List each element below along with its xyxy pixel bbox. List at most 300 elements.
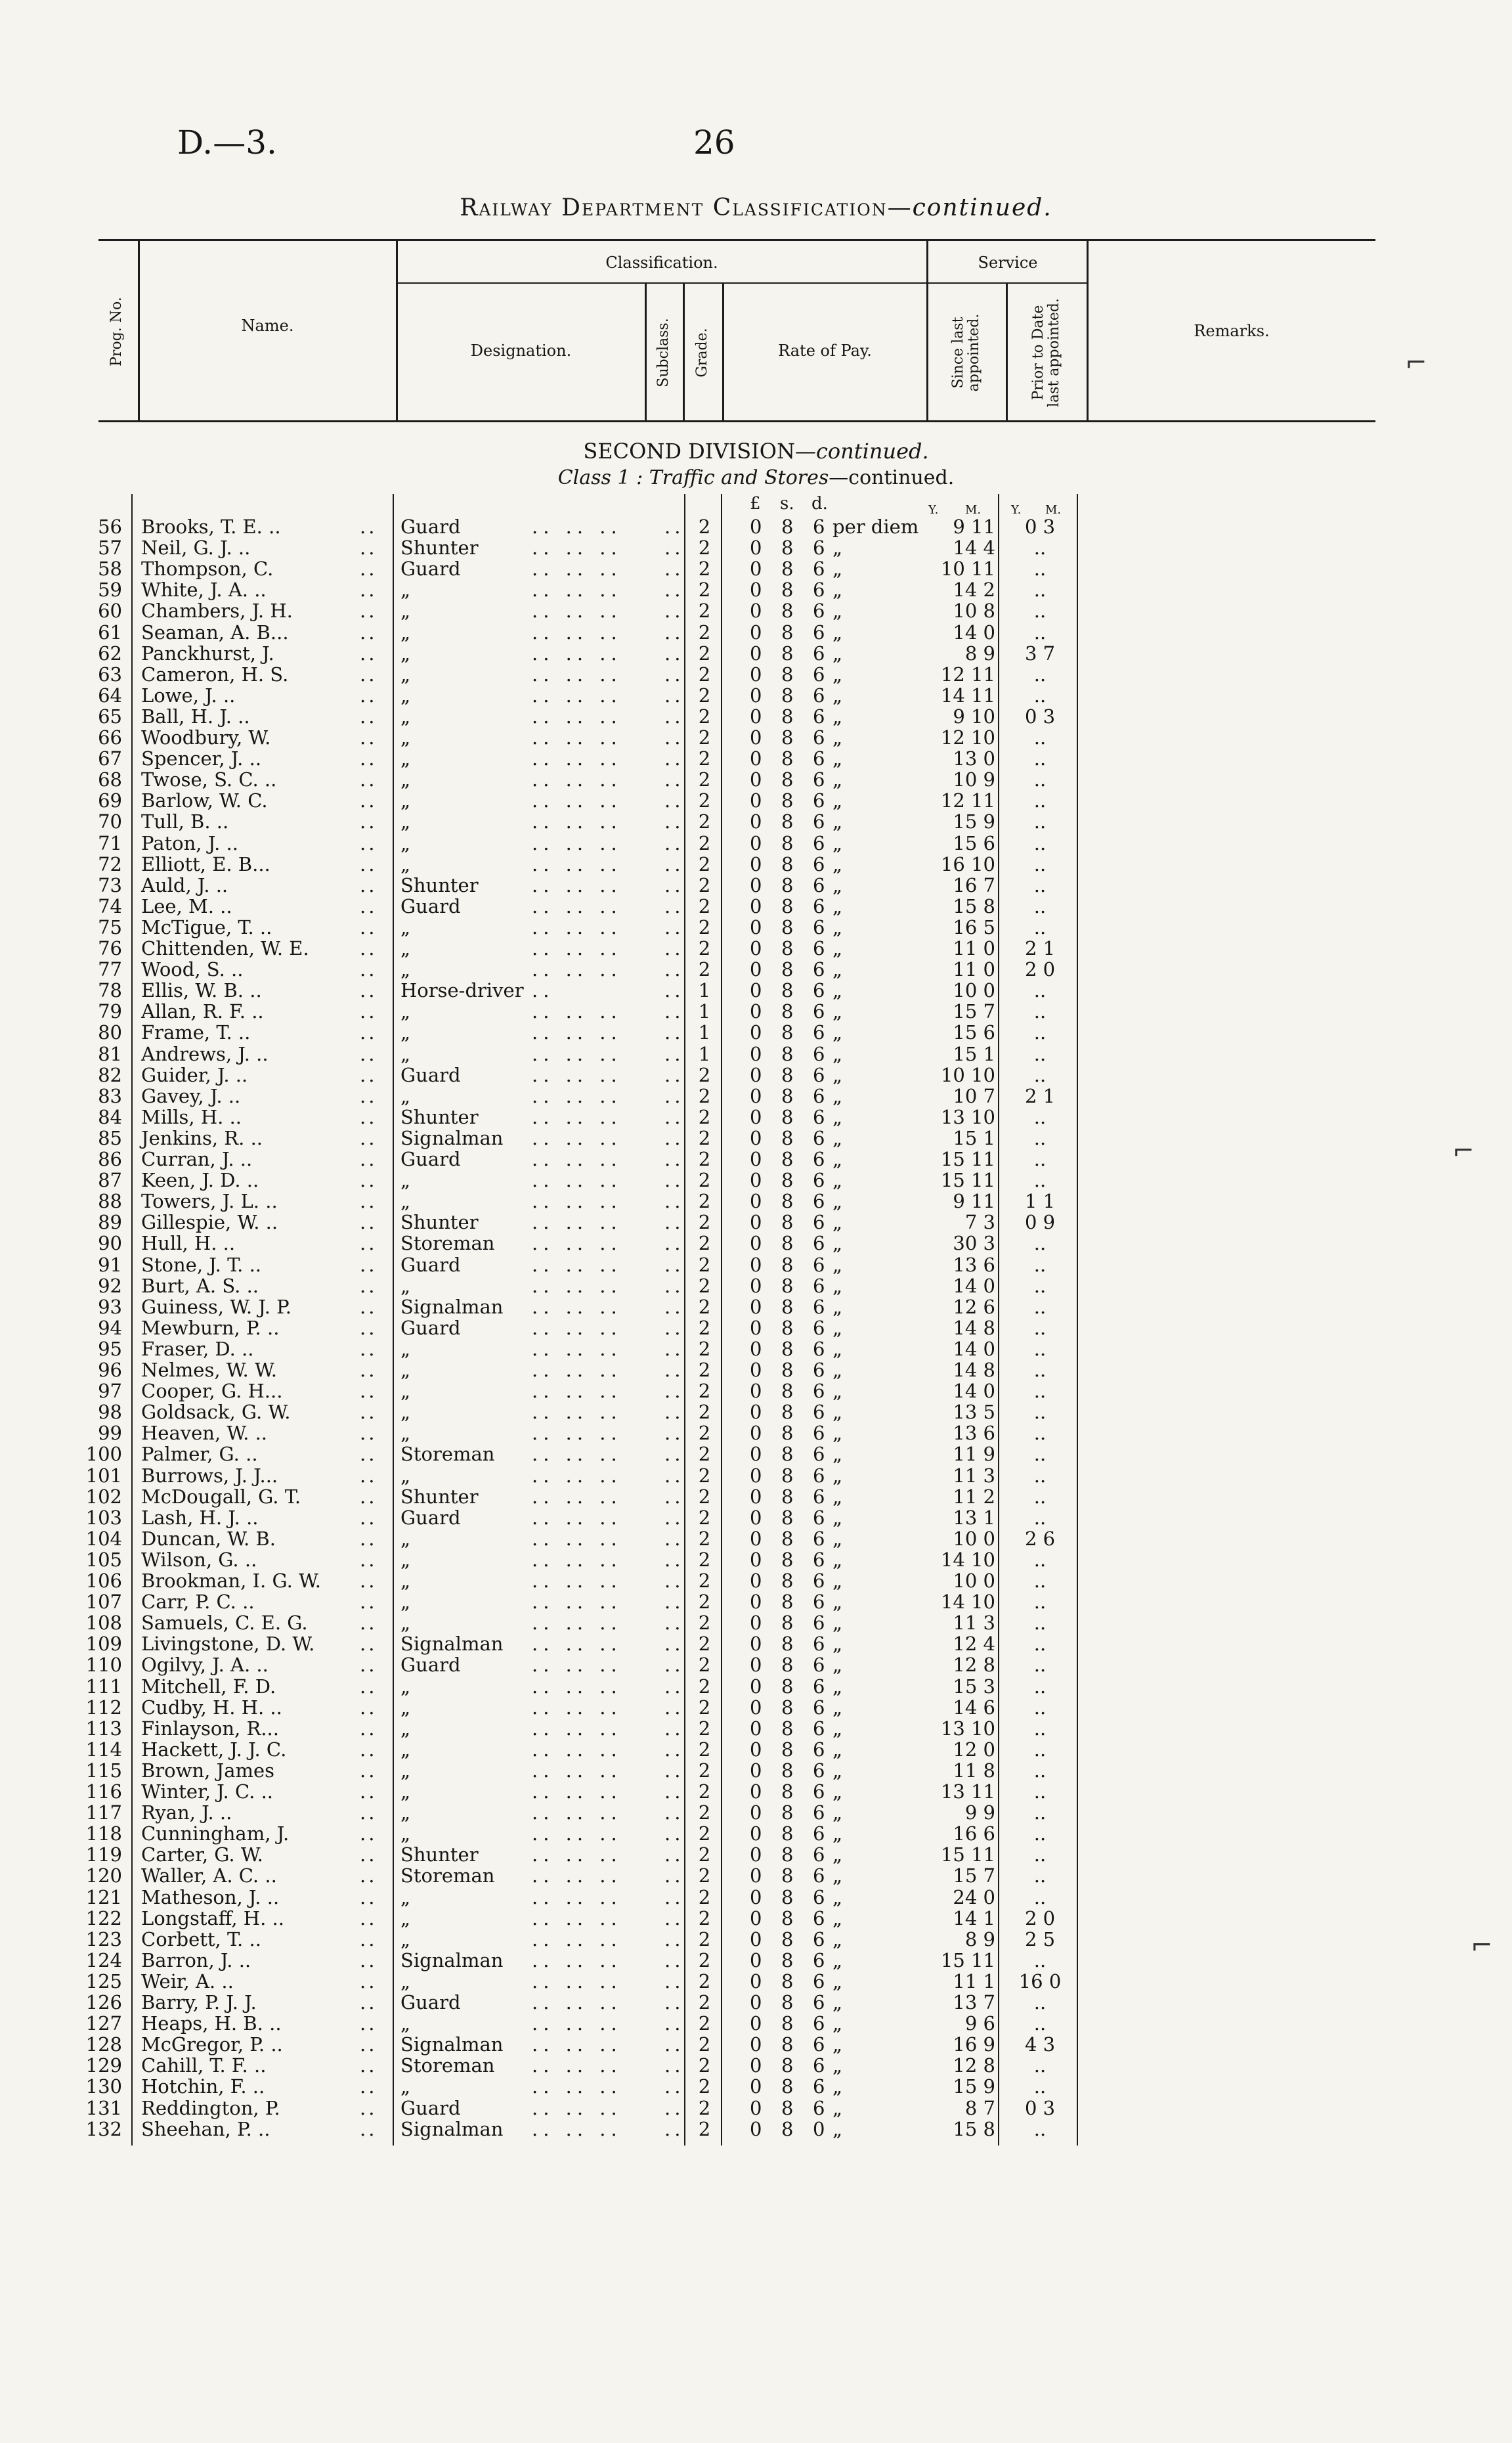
subclass: .. [664,1211,685,1234]
prog-no: 81 [98,1042,122,1065]
pay-period: per diem [832,516,919,538]
employee-name: Reddington, P. [141,2096,280,2119]
service-since: 15 11 [940,1148,995,1170]
pay-shillings: 8 [781,1359,794,1381]
grade: 2 [698,1970,711,1992]
grade: 2 [698,1654,711,1677]
designation: Shunter [400,1105,479,1128]
grade: 2 [698,1570,711,1592]
grade: 2 [698,1717,711,1740]
pay-period: „ [832,726,843,749]
employee-name: Keen, J. D. .. [141,1169,259,1192]
pay-period: „ [832,2117,843,2140]
pay-pounds: 0 [750,1084,762,1107]
employee-name: Barron, J. .. [141,1948,251,1971]
grade: 2 [698,958,711,981]
grade: 2 [698,1464,711,1487]
service-since: 16 7 [953,873,995,896]
leader-dots: .. .. .. [532,1105,622,1128]
pay-pounds: 0 [750,1485,762,1508]
grade: 2 [698,1696,711,1719]
employee-name: Frame, T. .. [141,1021,251,1044]
leader-dots: .. [360,1359,378,1381]
employee-name: Palmer, G. .. [141,1443,258,1466]
service-prior: .. [1033,1148,1047,1170]
employee-name: Spencer, J. .. [141,747,262,770]
service-prior: .. [1033,1401,1047,1424]
unit-pence: d. [811,494,828,514]
service-prior: .. [1033,1633,1047,1656]
designation: „ [400,958,411,981]
prog-no: 111 [85,1675,122,1698]
leader-dots: .. .. .. [532,1464,622,1487]
prog-no: 77 [98,958,122,981]
grade: 2 [698,663,711,686]
pay-pence: 6 [813,1822,825,1845]
subclass: .. [664,1948,685,1971]
prog-no: 124 [85,1948,122,1971]
pay-pence: 6 [813,915,825,938]
service-since: 15 11 [940,1169,995,1192]
service-prior: .. [1033,558,1047,581]
table-row [0,1443,1512,1464]
leader-dots: .. .. .. [532,579,622,602]
pay-pence: 6 [813,537,825,560]
pay-pence: 6 [813,1675,825,1698]
grade: 2 [698,516,711,538]
subclass: .. [664,1169,685,1192]
pay-shillings: 8 [781,852,794,875]
pay-pence: 6 [813,2096,825,2119]
service-since: 13 11 [940,1780,995,1803]
table-row [0,2098,1512,2119]
table-row [0,1149,1512,1170]
subclass: .. [664,958,685,981]
designation: „ [400,600,411,623]
pay-shillings: 8 [781,1443,794,1466]
prog-no: 123 [85,1927,122,1950]
grade: 2 [698,1485,711,1508]
pay-period: „ [832,642,843,665]
designation: Guard [400,558,461,581]
leader-dots: .. [360,684,378,707]
pay-pounds: 0 [750,1780,762,1803]
employee-name: Cahill, T. F. .. [141,2054,267,2077]
pay-pence: 6 [813,958,825,981]
employee-name: Samuels, C. E. G. [141,1612,308,1635]
service-prior: .. [1033,1042,1047,1065]
table-row [0,917,1512,938]
service-prior: 3 7 [1024,642,1056,665]
subclass: .. [664,1126,685,1149]
subclass: .. [664,1822,685,1845]
leader-dots: .. [360,789,378,812]
pay-shillings: 8 [781,958,794,981]
pay-pence: 6 [813,1422,825,1445]
service-since: 24 0 [953,1885,995,1908]
designation: „ [400,831,411,854]
pay-pence: 6 [813,726,825,749]
pay-pence: 6 [813,1485,825,1508]
pay-period: „ [832,1169,843,1192]
leader-dots: .. [360,1401,378,1424]
employee-name: Goldsack, G. W. [141,1401,291,1424]
leader-dots: .. [360,894,378,917]
prog-no: 127 [85,2012,122,2035]
designation: Guard [400,1148,461,1170]
leader-dots: .. .. .. [532,1253,622,1276]
prog-no: 100 [85,1443,122,1466]
pay-period: „ [832,621,843,644]
designation: „ [400,1527,411,1550]
table-row [0,2055,1512,2076]
pay-shillings: 8 [781,1527,794,1550]
service-prior: .. [1033,1654,1047,1677]
table-row [0,1338,1512,1359]
employee-name: Mills, H. .. [141,1105,242,1128]
grade: 2 [698,1274,711,1297]
prog-no: 67 [98,747,122,770]
grade: 2 [698,1948,711,1971]
leader-dots: .. [360,1000,378,1023]
leader-dots: .. [360,852,378,875]
pay-pence: 6 [813,1885,825,1908]
leader-dots: .. .. .. [532,1401,622,1424]
table-row [0,1022,1512,1043]
header-service: Service [978,253,1038,272]
table-row [0,1676,1512,1697]
pay-period: „ [832,979,843,1002]
service-since: 12 4 [953,1633,995,1656]
pay-shillings: 8 [781,1506,794,1529]
pay-pounds: 0 [750,1105,762,1128]
pay-pounds: 0 [750,663,762,686]
service-prior: .. [1033,894,1047,917]
leader-dots: .. .. .. [532,1843,622,1866]
employee-name: Cooper, G. H... [141,1380,283,1403]
employee-name: Winter, J. C. .. [141,1780,274,1803]
table-row [0,790,1512,811]
grade: 2 [698,894,711,917]
service-since: 14 8 [953,1316,995,1339]
service-prior: .. [1033,1548,1047,1571]
pay-pounds: 0 [750,537,762,560]
pay-period: „ [832,1443,843,1466]
prog-no: 57 [98,537,122,560]
prog-no: 99 [98,1422,122,1445]
prog-no: 75 [98,915,122,938]
pay-shillings: 8 [781,1906,794,1929]
leader-dots: .. [360,1948,378,1971]
pay-period: „ [832,768,843,791]
leader-dots: .. [360,1316,378,1339]
service-since: 15 8 [953,894,995,917]
pay-shillings: 8 [781,663,794,686]
employee-name: Finlayson, R... [141,1717,279,1740]
service-since: 15 6 [953,831,995,854]
employee-name: Nelmes, W. W. [141,1359,277,1381]
table-row [0,1233,1512,1254]
leader-dots: .. [360,1612,378,1635]
leader-dots: .. .. .. [532,1042,622,1065]
grade: 2 [698,1548,711,1571]
pay-pence: 6 [813,852,825,875]
grade: 2 [698,1380,711,1403]
service-prior: .. [1033,852,1047,875]
service-since: 9 6 [964,2012,995,2035]
leader-dots: .. [360,1527,378,1550]
leader-dots: .. .. .. [532,1633,622,1656]
leader-dots: .. .. .. [532,1548,622,1571]
pay-pounds: 0 [750,2033,762,2056]
prog-no: 128 [85,2033,122,2056]
pay-shillings: 8 [781,1295,794,1318]
service-prior: .. [1033,768,1047,791]
designation: Guard [400,894,461,917]
table-row [0,1950,1512,1971]
pay-pence: 6 [813,1253,825,1276]
subclass: .. [664,789,685,812]
pay-pounds: 0 [750,1380,762,1403]
pay-period: „ [832,1316,843,1339]
pay-pence: 6 [813,642,825,665]
pay-shillings: 8 [781,726,794,749]
grade: 2 [698,621,711,644]
subclass: .. [664,516,685,538]
designation: „ [400,1675,411,1698]
pay-shillings: 8 [781,810,794,833]
pay-pence: 6 [813,1443,825,1466]
leader-dots: .. [360,937,378,959]
pay-pence: 6 [813,873,825,896]
leader-dots: .. [360,747,378,770]
grade: 2 [698,937,711,959]
leader-dots: .. [360,1843,378,1866]
designation: „ [400,1042,411,1065]
subclass: .. [664,558,685,581]
table-row [0,1128,1512,1149]
leader-dots: .. .. .. [532,2054,622,2077]
pay-pounds: 0 [750,1190,762,1213]
service-since: 11 3 [953,1464,995,1487]
table-row [0,1887,1512,1908]
service-prior: .. [1033,2117,1047,2140]
pay-period: „ [832,810,843,833]
leader-dots: .. [360,1148,378,1170]
service-since: 10 0 [953,979,995,1002]
table-row [0,959,1512,980]
table-row [0,600,1512,621]
service-since: 9 11 [953,1190,995,1213]
table-row [0,1612,1512,1633]
subclass: .. [664,1295,685,1318]
class-suffix: —continued. [829,466,955,489]
service-since: 10 7 [953,1084,995,1107]
service-since: 16 10 [940,852,995,875]
class-prefix: Class 1 : [557,466,649,489]
prog-no: 130 [85,2075,122,2098]
designation: Horse-driver [400,979,524,1002]
designation: „ [400,1337,411,1360]
pay-pounds: 0 [750,1633,762,1656]
prog-no: 115 [85,1759,122,1782]
table-row [0,1465,1512,1486]
service-prior: .. [1033,2075,1047,2098]
grade: 2 [698,1337,711,1360]
pay-shillings: 8 [781,2033,794,2056]
service-since: 14 10 [940,1591,995,1614]
pay-pence: 6 [813,1843,825,1866]
pay-shillings: 8 [781,600,794,623]
pay-pounds: 0 [750,852,762,875]
service-prior: 2 0 [1024,1906,1056,1929]
header-grade: Grade. [694,328,710,378]
prog-no: 64 [98,684,122,707]
leader-dots: .. .. .. [532,537,622,560]
employee-name: Mewburn, P. .. [141,1316,280,1339]
subclass: .. [664,1970,685,1992]
table-row [0,1107,1512,1128]
designation: Guard [400,516,461,538]
service-prior: .. [1033,684,1047,707]
employee-name: Sheehan, P. .. [141,2117,270,2140]
prog-no: 72 [98,852,122,875]
pay-period: „ [832,1105,843,1128]
employee-name: Cameron, H. S. [141,663,289,686]
service-since: 9 9 [964,1801,995,1824]
pay-shillings: 8 [781,1970,794,1992]
service-since: 8 7 [964,2096,995,2119]
pay-pence: 6 [813,2075,825,2098]
pay-shillings: 8 [781,1148,794,1170]
division-continued: continued. [815,439,929,464]
prog-no: 91 [98,1253,122,1276]
grade: 2 [698,1801,711,1824]
table-row [0,854,1512,875]
grade: 2 [698,1253,711,1276]
pay-pence: 6 [813,1780,825,1803]
leader-dots: .. [360,810,378,833]
leader-dots: .. [360,1780,378,1803]
document-reference: D.—3. [177,123,277,162]
pay-shillings: 8 [781,1759,794,1782]
prog-no: 60 [98,600,122,623]
grade: 2 [698,1527,711,1550]
leader-dots: .. [360,1253,378,1276]
service-since: 12 11 [940,789,995,812]
grade: 2 [698,1759,711,1782]
leader-dots: .. [360,1190,378,1213]
service-since: 14 4 [953,537,995,560]
pay-shillings: 8 [781,684,794,707]
service-since: 12 11 [940,663,995,686]
prog-no: 84 [98,1105,122,1128]
grade: 2 [698,1190,711,1213]
pay-pounds: 0 [750,621,762,644]
pay-pounds: 0 [750,1675,762,1698]
grade: 2 [698,705,711,728]
designation: „ [400,2012,411,2035]
pay-pence: 6 [813,1084,825,1107]
employee-name: Hull, H. .. [141,1232,236,1255]
subclass: .. [664,1527,685,1550]
leader-dots: .. [360,1864,378,1887]
table-row [0,1591,1512,1612]
pay-shillings: 8 [781,894,794,917]
service-since: 14 0 [953,621,995,644]
pay-pence: 6 [813,1927,825,1950]
pay-pounds: 0 [750,1948,762,1971]
service-since: 15 8 [953,2117,995,2140]
subclass: .. [664,2075,685,2098]
subclass: .. [664,1633,685,1656]
leader-dots: .. [360,1295,378,1318]
leader-dots: .. [360,1063,378,1086]
pay-pounds: 0 [750,1042,762,1065]
employee-name: Wood, S. .. [141,958,244,981]
pay-period: „ [832,579,843,602]
pay-pence: 6 [813,1970,825,1992]
leader-dots: .. [360,1654,378,1677]
pay-period: „ [832,1000,843,1023]
pay-pounds: 0 [750,1612,762,1635]
leader-dots: .. .. .. [532,1295,622,1318]
leader-dots: .. .. .. [532,684,622,707]
pay-shillings: 8 [781,705,794,728]
pay-pounds: 0 [750,1148,762,1170]
service-since: 15 1 [953,1042,995,1065]
service-prior: .. [1033,2012,1047,2035]
service-prior: .. [1033,1591,1047,1614]
service-since: 14 6 [953,1696,995,1719]
pay-pence: 6 [813,1232,825,1255]
prog-no: 70 [98,810,122,833]
service-since: 14 11 [940,684,995,707]
subclass: .. [664,1591,685,1614]
designation: „ [400,1696,411,1719]
subclass: .. [664,1063,685,1086]
class-heading [0,466,1512,489]
service-since: 14 2 [953,579,995,602]
leader-dots: .. .. .. [532,1991,622,2014]
designation: „ [400,810,411,833]
designation: Guard [400,2096,461,2119]
header-designation: Designation. [470,341,572,360]
prog-no: 108 [85,1612,122,1635]
table-row [0,1697,1512,1718]
employee-name: Ball, H. J. .. [141,705,250,728]
designation: Guard [400,1316,461,1339]
employee-name: Ogilvy, J. A. .. [141,1654,269,1677]
table-row [0,1865,1512,1886]
table-row [0,1001,1512,1022]
pay-shillings: 8 [781,2012,794,2035]
table-row [0,811,1512,832]
pay-pence: 6 [813,1738,825,1761]
designation: „ [400,1190,411,1213]
prog-no: 125 [85,1970,122,1992]
leader-dots: .. [532,979,555,1002]
leader-dots: .. .. .. [532,1422,622,1445]
pay-shillings: 8 [781,1042,794,1065]
grade: 2 [698,1359,711,1381]
designation: „ [400,1464,411,1487]
subclass: .. [664,1422,685,1445]
service-prior: .. [1033,1021,1047,1044]
title-main: Railway Department Classification— [460,194,913,221]
pay-pounds: 0 [750,600,762,623]
pay-shillings: 8 [781,1633,794,1656]
